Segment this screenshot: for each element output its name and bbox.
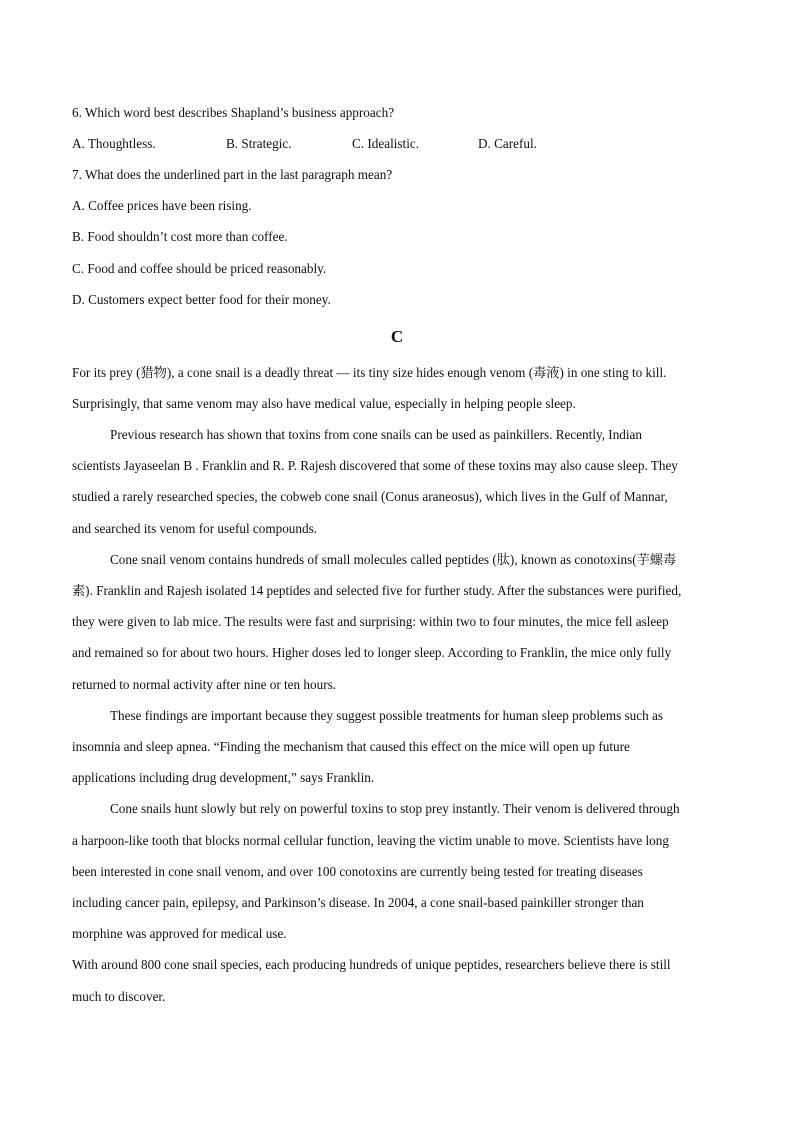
passage-line: including cancer pain, epilepsy, and Parkinson’s disease. In 2004, a cone snail-based painkiller stronger than	[72, 895, 644, 910]
passage-line: studied a rarely researched species, the cobweb cone snail (Conus araneosus), which lives in the Gulf of Mannar,	[72, 489, 668, 504]
q6-option-b: B. Strategic.	[226, 136, 292, 151]
question-6-stem: 6. Which word best describes Shapland’s business approach?	[72, 105, 395, 120]
passage-line: scientists Jayaseelan B . Franklin and R. P. Rajesh discovered that some of these toxins may also cause sleep. They	[72, 458, 678, 473]
q6-option-c: C. Idealistic.	[352, 136, 420, 151]
q7-option-c: C. Food and coffee should be priced reasonably.	[72, 261, 327, 276]
passage-line: Cone snail venom contains hundreds of small molecules called peptides (肽), known as conotoxins(芋螺毒	[110, 552, 677, 567]
q6-option-a: A. Thoughtless.	[72, 136, 156, 151]
passage-line: a harpoon-like tooth that blocks normal cellular function, leaving the victim unable to move. Scientists have long	[72, 833, 669, 848]
section-heading: C	[390, 327, 404, 346]
q7-option-d: D. Customers expect better food for their money.	[72, 292, 331, 307]
passage-line: These findings are important because they suggest possible treatments for human sleep problems such as	[110, 708, 663, 723]
q7-option-a: A. Coffee prices have been rising.	[72, 198, 252, 213]
passage-line: For its prey (猎物), a cone snail is a deadly threat — its tiny size hides enough venom (毒液) in one sting to kill.	[72, 365, 667, 380]
q7-option-b: B. Food shouldn’t cost more than coffee.	[72, 229, 288, 244]
passage-line: and searched its venom for useful compounds.	[72, 521, 318, 536]
passage-line: insomnia and sleep apnea. “Finding the mechanism that caused this effect on the mice will open up future	[72, 739, 630, 754]
passage-line: 素). Franklin and Rajesh isolated 14 peptides and selected five for further study. After the substances were purified,	[72, 583, 682, 598]
passage-line: they were given to lab mice. The results were fast and surprising: within two to four minutes, the mice fell asleep	[72, 614, 669, 629]
passage-line: Cone snails hunt slowly but rely on powerful toxins to stop prey instantly. Their venom is delivered through	[110, 801, 680, 816]
question-7-stem: 7. What does the underlined part in the last paragraph mean?	[72, 167, 393, 182]
passage-line: returned to normal activity after nine or ten hours.	[72, 677, 337, 692]
passage-line: and remained so for about two hours. Higher doses led to longer sleep. According to Franklin, the mice only fully	[72, 645, 672, 660]
passage-line: morphine was approved for medical use.	[72, 926, 287, 941]
passage-line: With around 800 cone snail species, each producing hundreds of unique peptides, researchers believe there is still	[72, 957, 671, 972]
passage-line: much to discover.	[72, 989, 166, 1004]
passage-line: Previous research has shown that toxins from cone snails can be used as painkillers. Recently, Indian	[110, 427, 643, 442]
q6-option-d: D. Careful.	[478, 136, 537, 151]
passage-line: been interested in cone snail venom, and over 100 conotoxins are currently being tested for treating diseases	[72, 864, 643, 879]
passage-line: applications including drug development,” says Franklin.	[72, 770, 375, 785]
passage-line: Surprisingly, that same venom may also have medical value, especially in helping people sleep.	[72, 396, 576, 411]
